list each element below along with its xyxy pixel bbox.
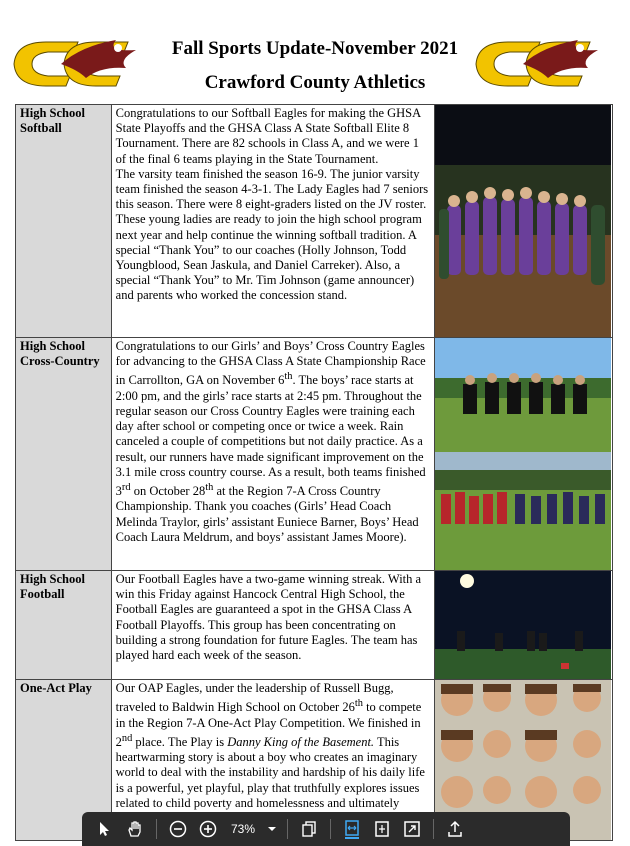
cc-eagle-logo <box>468 34 618 94</box>
copy-icon[interactable] <box>294 814 324 844</box>
paragraph: Congratulations to our Softball Eagles for making the GHSA State Playoffs and the GHSA Class A State Softball Elite 8 Tournament. There are 82 schools in Class A, and we were 1 of the final 6 teams playing in the State Tournament. <box>115 106 421 166</box>
toolbar-divider <box>330 819 331 839</box>
sport-label <box>16 338 112 571</box>
table-row <box>16 105 613 338</box>
text-run: on October 28 <box>130 484 206 499</box>
zoom-out-icon[interactable] <box>163 814 193 844</box>
table-row <box>16 338 613 571</box>
paragraph: The varsity team finished the season 16-9. The junior varsity team finished the season 4-3-1. The Lady Eagles had 7 seniors this season. There were 8 eight-graders listed on the JV roster. These young ladies are ready to join the high school program next year and help continue the winning softball tradition. A special “Thank You” to our coaches (Holly Johnson, Todd Youngblood, Sean Jaskula, and Daniel Carreker). Also, a special “Thank You” to Mr. Tim Johnson (game announcer) and parents who worked the concession stand. <box>115 166 429 303</box>
text-run: place. The Play is <box>132 734 228 749</box>
toolbar-divider <box>287 819 288 839</box>
document-header <box>0 0 630 100</box>
pdf-viewer-toolbar <box>82 812 570 846</box>
sports-table <box>15 104 613 841</box>
sport-label-line: High School <box>20 339 85 353</box>
text-run: to compete in the Region 7-A One-Act Play Competition. We finished in 2 <box>115 700 422 749</box>
boys-cross-country-photo <box>435 452 611 570</box>
football-photo <box>435 571 611 679</box>
superscript: th <box>354 698 363 710</box>
softball-team-photo <box>435 105 611 337</box>
toolbar-divider <box>433 819 434 839</box>
sport-label-line: Cross-Country <box>20 354 100 368</box>
cursor-icon[interactable] <box>90 814 120 844</box>
upload-icon[interactable] <box>440 814 470 844</box>
text-run: Our OAP Eagles, under the leadership of Russell Bugg, traveled to Baldwin High School on October 26 <box>115 681 394 715</box>
sport-label-line: High School <box>20 106 85 120</box>
superscript: th <box>205 481 214 493</box>
sport-label-line: Football <box>20 587 65 601</box>
photo-cell <box>434 571 612 680</box>
document-title: Fall Sports Update-November 2021 <box>171 38 459 59</box>
toolbar-divider <box>156 819 157 839</box>
document-subtitle: Crawford County Athletics <box>204 72 426 93</box>
section-text <box>111 338 434 571</box>
table-row <box>16 571 613 680</box>
fit-page-icon[interactable] <box>367 814 397 844</box>
section-text <box>111 571 434 680</box>
cc-eagle-logo <box>6 34 156 94</box>
superscript: rd <box>121 481 131 493</box>
fit-width-icon[interactable] <box>337 814 367 844</box>
text-run: at the Region 7-A Cross Country Championship. Thank you coaches (Girls’ Head Coach Melinda Traylor, girls’ assistant Euniece Barner, Boys’ Head Coach Laura Meldrum, and boys’ assistant James Moore). <box>115 484 419 544</box>
play-title: Danny King of the Basement. <box>227 734 375 749</box>
paragraph: Our Football Eagles have a two-game winning streak. With a win this Friday against Hancock Central High School, the Football Eagles are guaranteed a spot in the GHSA Class A Football Playoffs. This group has been concentrating on building a strong foundation for future Eagles. The team has played hard each week of the season. <box>115 572 422 663</box>
text-run: Congratulations to our Girls’ and Boys’ Cross Country Eagles for advancing to the GHSA Class A State Championship Race in Carrollton, GA on November 6 <box>115 339 426 388</box>
text-run: This heartwarming story is about a boy who creates an imaginary world to deal with the instability and hardship of his daily life is a powerful, yet playful, play that truthfully explores issues related to child poverty and homelessness and ultimately <box>115 734 425 810</box>
sport-label <box>16 105 112 338</box>
sport-label-line: Softball <box>20 121 62 135</box>
chevron-down-icon[interactable] <box>263 814 281 844</box>
superscript: th <box>284 371 293 383</box>
text-run: . The boys’ race starts at 2:00 pm, and the girls’ race starts at 2:45 pm. Throughout the regular season our Cross Country Eagles were training each day after school or competing once or twice a week. Rain canceled a couple of competitions but not daily practice. As a result, our runners have made significant improvement on the 3.1 mile cross country course. As a result, both teams finished 3 <box>115 373 426 499</box>
sport-label-line: High School <box>20 572 85 586</box>
girls-cross-country-photo <box>435 338 611 452</box>
sport-label <box>16 571 112 680</box>
zoom-in-icon[interactable] <box>193 814 223 844</box>
sport-label-line: One-Act Play <box>20 681 92 695</box>
photo-cell <box>434 338 612 571</box>
hand-icon[interactable] <box>120 814 150 844</box>
section-text <box>111 105 434 338</box>
zoom-level[interactable]: 73% <box>230 822 256 836</box>
photo-cell <box>434 105 612 338</box>
fullscreen-icon[interactable] <box>397 814 427 844</box>
superscript: nd <box>121 732 133 744</box>
